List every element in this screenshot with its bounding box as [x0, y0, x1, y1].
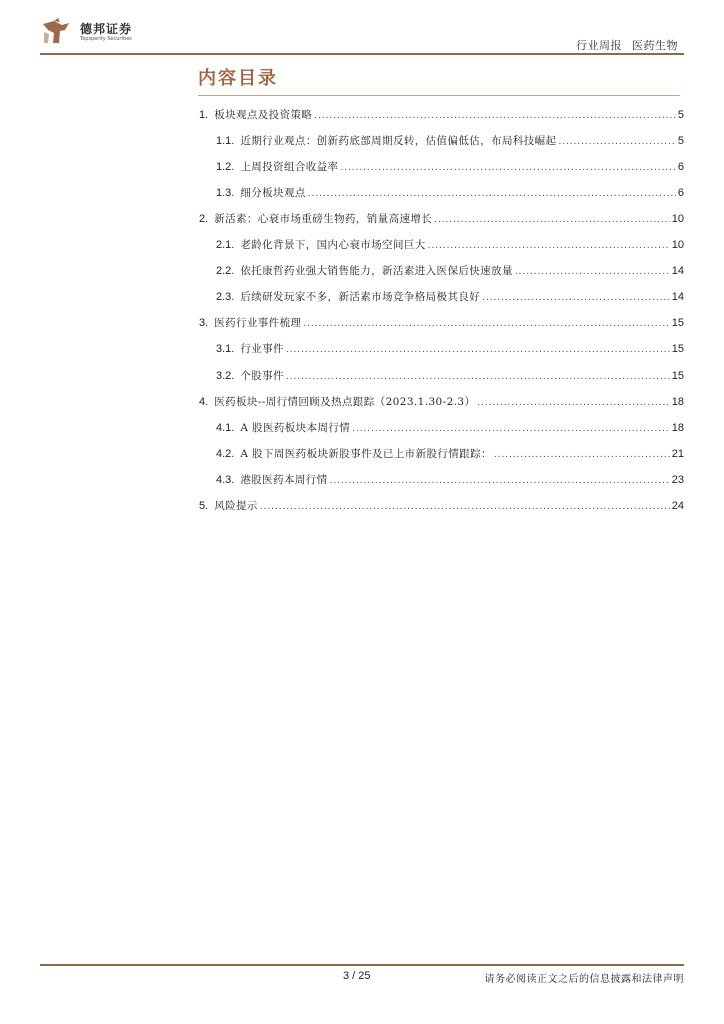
toc-entry-title: 行业事件 [240, 343, 284, 355]
toc-leader-dots [260, 500, 670, 514]
toc-entry-page: 10 [671, 213, 684, 225]
toc-entry[interactable] [199, 108, 684, 122]
toc-entry-title: 个股事件 [240, 370, 284, 382]
logo-chinese-name: 德邦证券 [80, 22, 133, 36]
toc-entry-page: 18 [671, 396, 684, 408]
toc-leader-dots [286, 370, 670, 384]
toc-entry[interactable] [199, 212, 684, 226]
toc-entry[interactable] [216, 447, 684, 461]
toc-entry-number: 2.2. [216, 265, 235, 277]
toc-title: 内容目录 [198, 68, 278, 89]
toc-entry-number: 2. [199, 213, 209, 225]
toc-leader-dots [434, 213, 670, 227]
toc-entry-number: 1.1. [216, 135, 235, 147]
toc-entry-number: 1.3. [216, 187, 235, 199]
toc-entry[interactable] [216, 238, 684, 252]
toc-entry[interactable] [199, 499, 684, 513]
toc-entry-title: 依托康哲药业强大销售能力，新活素进入医保后快速放量 [240, 265, 513, 277]
toc-leader-dots [515, 265, 670, 279]
toc-entry[interactable] [216, 186, 684, 200]
toc-entry-title: 后续研发玩家不多，新活素市场竞争格局极其良好 [240, 291, 481, 303]
toc-entry-page: 5 [677, 109, 684, 121]
toc-entry[interactable] [216, 134, 684, 148]
toc-entry-page: 24 [671, 500, 684, 512]
footer-divider [40, 964, 684, 966]
toc-entry[interactable] [199, 395, 684, 409]
toc-leader-dots [352, 422, 670, 436]
toc-entry-title: 上周投资组合收益率 [240, 161, 339, 173]
toc-entry-title: 近期行业观点：创新药底部周期反转，估值偏低估，布局科技崛起 [240, 135, 557, 147]
toc-entry-page: 10 [671, 239, 684, 251]
toc-entry[interactable] [216, 160, 684, 174]
toc-entry[interactable] [199, 316, 684, 330]
toc-entry-page: 21 [671, 448, 684, 460]
toc-leader-dots [482, 291, 670, 305]
toc-leader-dots [477, 396, 669, 410]
toc-leader-dots [428, 239, 670, 253]
header-divider [40, 53, 684, 55]
toc-leader-dots [286, 343, 670, 357]
toc-entry[interactable] [216, 290, 684, 304]
toc-leader-dots [314, 109, 676, 123]
toc-entry-number: 4. [199, 396, 209, 408]
toc-entry[interactable] [216, 421, 684, 435]
toc-entry-number: 1.2. [216, 161, 235, 173]
toc-leader-dots [494, 448, 670, 462]
report-type: 行业周报 [576, 39, 622, 52]
toc-entry-page: 6 [677, 187, 684, 199]
toc-entry-page: 14 [671, 265, 684, 277]
disclaimer-note: 请务必阅读正文之后的信息披露和法律声明 [484, 974, 684, 985]
toc-entry-title: 医药板块--周行情回顾及热点跟踪（2023.1.30-2.3） [214, 396, 476, 408]
toc-entry-page: 5 [677, 135, 684, 147]
toc-entry-title: 风险提示 [214, 500, 258, 512]
toc-entry-number: 3. [199, 317, 209, 329]
toc-entry-number: 2.1. [216, 239, 235, 251]
toc-leader-dots [330, 474, 670, 488]
toc-entry[interactable] [216, 342, 684, 356]
page-indicator: 3 / 25 [343, 970, 371, 982]
report-sector: 医药生物 [632, 39, 678, 52]
toc-entry-number: 2.3. [216, 291, 235, 303]
toc-entry-title: 医药行业事件梳理 [214, 317, 302, 329]
toc-entry[interactable] [216, 473, 684, 487]
toc-entry-page: 15 [671, 370, 684, 382]
toc-leader-dots [308, 187, 676, 201]
toc-leader-dots [340, 161, 675, 175]
toc-entry-number: 4.2. [216, 448, 235, 460]
toc-entry[interactable] [216, 369, 684, 383]
toc-entry-number: 4.1. [216, 422, 235, 434]
company-logo [40, 16, 160, 50]
toc-entry-title: 老龄化背景下，国内心衰市场空间巨大 [240, 239, 426, 251]
toc-entry-title: A 股下周医药板块新股事件及已上市新股行情跟踪： [240, 448, 492, 460]
toc-entry-number: 3.1. [216, 343, 235, 355]
toc-entry-number: 1. [199, 109, 209, 121]
toc-entry-page: 23 [671, 474, 684, 486]
toc-entry-title: 板块观点及投资策略 [214, 109, 313, 121]
toc-entry-title: 港股医药本周行情 [240, 474, 328, 486]
toc-title-divider [198, 95, 680, 96]
toc-entry-page: 14 [671, 291, 684, 303]
toc-entry-page: 15 [671, 317, 684, 329]
report-category [576, 37, 678, 53]
toc-entry-page: 18 [671, 422, 684, 434]
toc-entry-title: 新活素：心衰市场重磅生物药，销量高速增长 [214, 213, 433, 225]
logo-english-name: Topsperity Securities [80, 36, 132, 42]
toc-entry-title: 细分板块观点 [240, 187, 306, 199]
toc-leader-dots [303, 317, 669, 331]
toc-entry-number: 3.2. [216, 370, 235, 382]
toc-entry-page: 15 [671, 343, 684, 355]
logo-mark-icon [40, 16, 72, 48]
toc-entry-number: 4.3. [216, 474, 235, 486]
toc-entry-title: A 股医药板块本周行情 [240, 422, 351, 434]
toc-entry-number: 5. [199, 500, 209, 512]
toc-entry-page: 6 [677, 161, 684, 173]
toc-entry[interactable] [216, 264, 684, 278]
toc-leader-dots [558, 135, 675, 149]
